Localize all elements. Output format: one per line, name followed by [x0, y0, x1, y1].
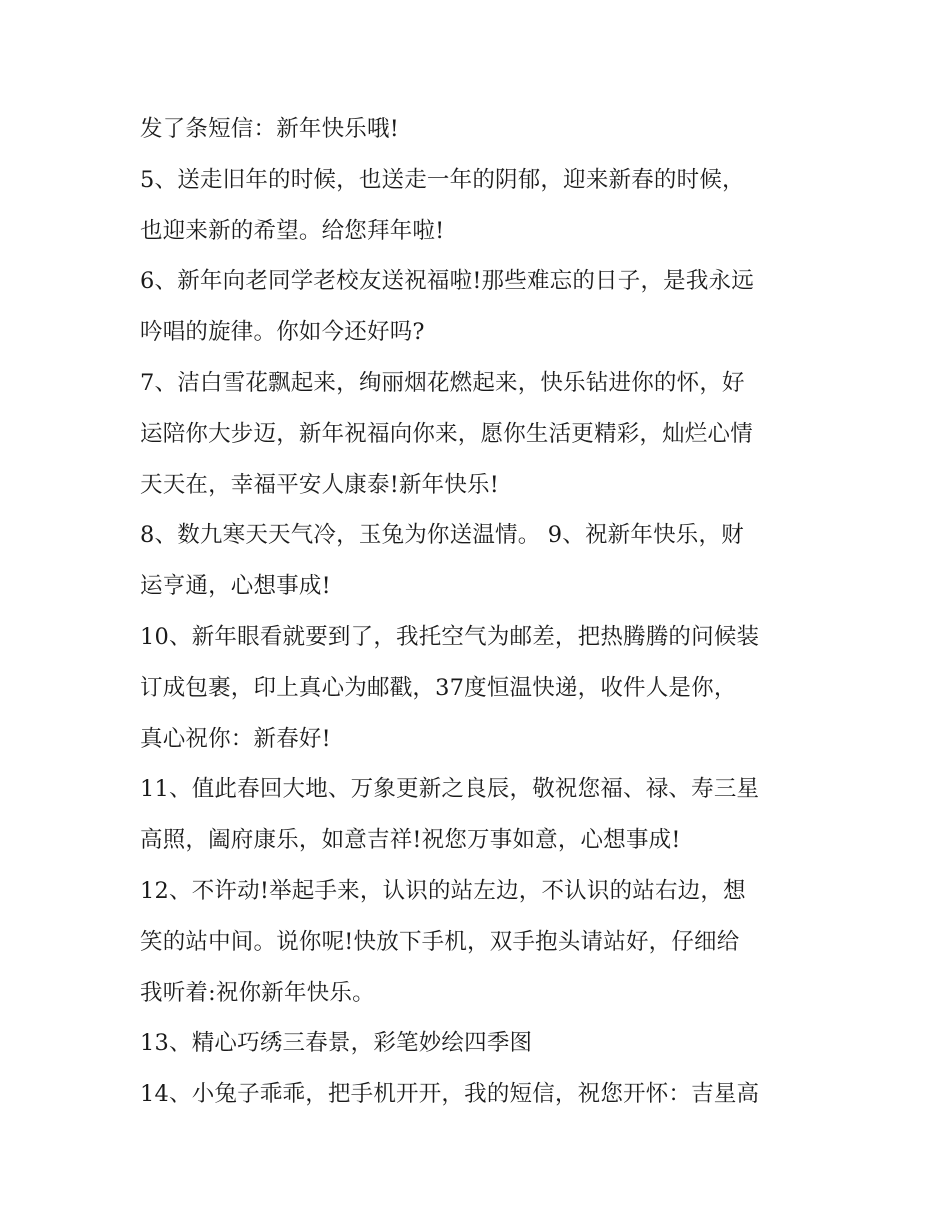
- text-line: 14、小兔子乖乖，把手机开开，我的短信，祝您开怀：吉星高: [140, 1081, 760, 1108]
- text-line: 运亨通，心想事成!: [140, 573, 331, 600]
- text-line: 天天在，幸福平安人康泰!新年快乐!: [140, 471, 499, 498]
- text-line: 13、精心巧绣三春景，彩笔妙绘四季图: [140, 1030, 533, 1057]
- text-line: 我听着:祝你新年快乐。: [140, 979, 375, 1006]
- text-line: 笑的站中间。说你呢!快放下手机，双手抱头请站好，仔细给: [140, 928, 740, 955]
- document-body: [140, 104, 820, 1120]
- text-line: 吟唱的旋律。你如今还好吗?: [140, 319, 425, 346]
- text-line: 7、洁白雪花飘起来，绚丽烟花燃起来，快乐钻进你的怀，好: [140, 369, 745, 396]
- text-line: 运陪你大步迈，新年祝福向你来，愿你生活更精彩，灿烂心情: [140, 420, 753, 447]
- text-line: 12、不许动!举起手来，认识的站左边，不认识的站右边，想: [140, 877, 746, 904]
- text-line: 订成包裹，印上真心为邮戳，37度恒温快递，收件人是你，: [140, 674, 737, 701]
- text-line: 11、值此春回大地、万象更新之良辰，敬祝您福、禄、寿三星: [140, 776, 760, 803]
- text-line: 8、数九寒天天气冷，玉兔为你送温情。 9、祝新年快乐，财: [140, 522, 744, 549]
- text-line: 真心祝你：新春好!: [140, 725, 331, 752]
- text-line: 10、新年眼看就要到了，我托空气为邮差，把热腾腾的问候装: [140, 623, 760, 650]
- text-line: 发了条短信：新年快乐哦!: [140, 116, 399, 142]
- text-line: 6、新年向老同学老校友送祝福啦!那些难忘的日子，是我永远: [140, 268, 754, 295]
- text-line: 高照，阖府康乐，如意吉祥!祝您万事如意，心想事成!: [140, 827, 681, 854]
- text-line: 5、送走旧年的时候，也送走一年的阴郁，迎来新春的时候，: [140, 166, 745, 193]
- text-line: 也迎来新的希望。给您拜年啦!: [140, 217, 445, 244]
